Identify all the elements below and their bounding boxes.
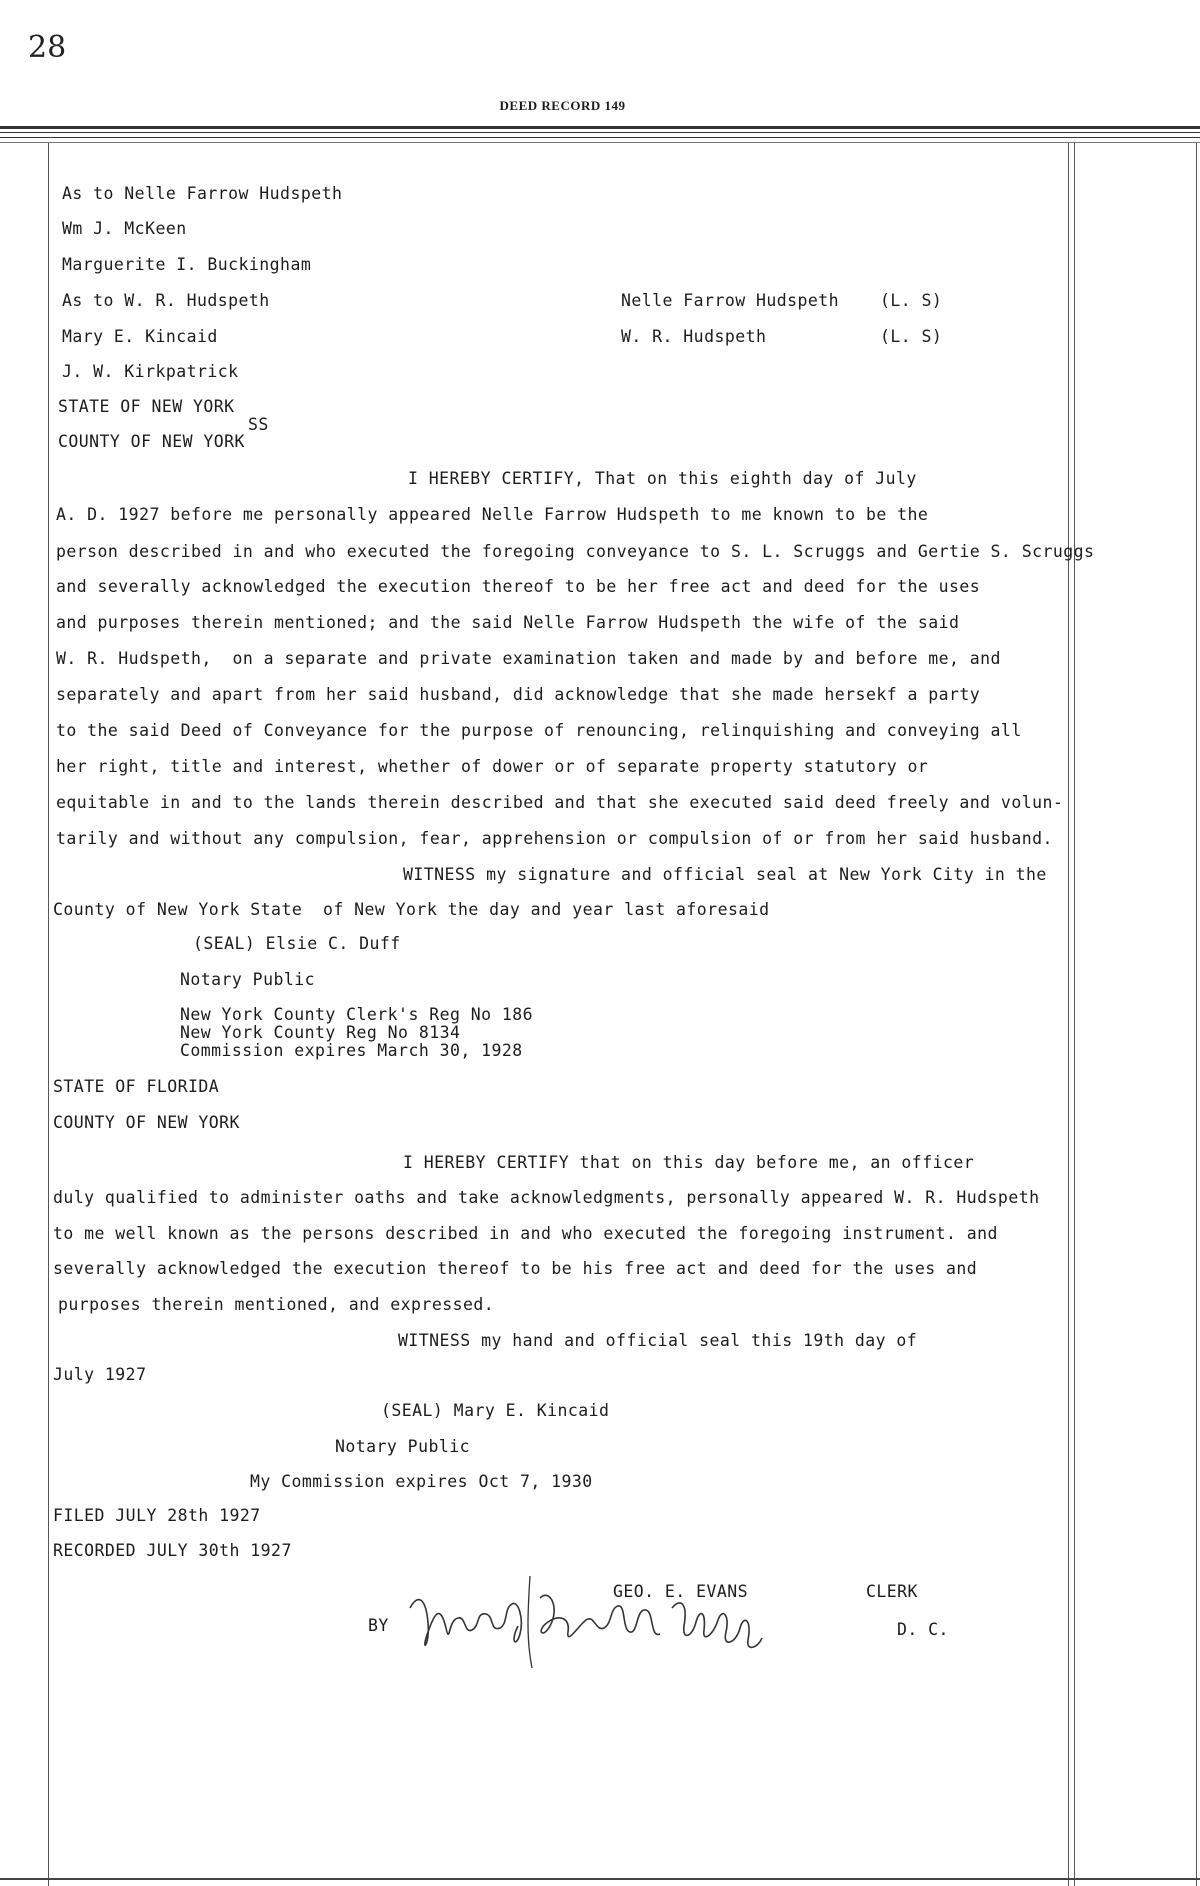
ack2-line: July 1927	[53, 1365, 147, 1384]
ack2-line: purposes therein mentioned, and expressed.	[58, 1295, 495, 1314]
ack1-line: A. D. 1927 before me personally appeared Nelle Farrow Hudspeth to me known to be the	[56, 505, 929, 524]
header-rule	[0, 126, 1200, 129]
header-rule	[0, 132, 1200, 133]
ack1-line: equitable in and to the lands therein described and that she executed said deed freely and volun-	[56, 793, 1064, 812]
grantor-name: W. R. Hudspeth	[621, 327, 767, 346]
notary-commission: My Commission expires Oct 7, 1930	[250, 1472, 593, 1491]
venue-ss: SS	[248, 415, 269, 434]
notary-signature-line: (SEAL) Mary E. Kincaid	[381, 1401, 610, 1420]
ack1-line: separately and apart from her said husband, did acknowledge that she made hersekf a party	[56, 685, 981, 704]
venue-state: STATE OF NEW YORK	[58, 397, 235, 416]
by-label: BY	[368, 1616, 389, 1635]
page-number: 28	[28, 30, 67, 65]
margin-line-right	[1074, 143, 1075, 1886]
grantor-name: Nelle Farrow Hudspeth	[621, 291, 840, 310]
filed-date: FILED JULY 28th 1927	[53, 1506, 261, 1525]
grantor-seal: (L. S)	[880, 327, 943, 346]
margin-line-right	[1068, 143, 1069, 1886]
witness-heading-nelle: As to Nelle Farrow Hudspeth	[62, 184, 343, 203]
notary-title: Notary Public	[335, 1437, 470, 1456]
notary-commission: Commission expires March 30, 1928	[180, 1041, 523, 1060]
ack1-line: W. R. Hudspeth, on a separate and private examination taken and made by and before me, and	[56, 649, 1001, 668]
witness-name: Mary E. Kincaid	[62, 327, 218, 346]
ack2-line: I HEREBY CERTIFY that on this day before me, an officer	[403, 1153, 975, 1172]
margin-line-left	[48, 143, 49, 1886]
witness-name: Marguerite I. Buckingham	[62, 255, 312, 274]
notary-registration: New York County Clerk's Reg No 186	[180, 1005, 534, 1024]
clerk-title: CLERK	[866, 1582, 918, 1601]
deputy-clerk-label: D. C.	[897, 1620, 949, 1639]
deputy-clerk-signature	[400, 1568, 800, 1678]
witness-name: Wm J. McKeen	[62, 219, 187, 238]
venue-state: STATE OF FLORIDA	[53, 1077, 220, 1096]
clerk-name: GEO. E. EVANS	[613, 1582, 748, 1601]
margin-line-edge	[1196, 143, 1197, 1886]
ack1-line: her right, title and interest, whether of dower or of separate property statutory or	[56, 757, 929, 776]
ack1-line: tarily and without any compulsion, fear, apprehension or compulsion of or from her said husband.	[56, 829, 1053, 848]
venue-county: COUNTY OF NEW YORK	[58, 432, 245, 451]
ack1-line: and purposes therein mentioned; and the said Nelle Farrow Hudspeth the wife of the said	[56, 613, 960, 632]
notary-title: Notary Public	[180, 970, 315, 989]
bottom-rule	[0, 1878, 1200, 1880]
ack1-line: person described in and who executed the foregoing conveyance to S. L. Scruggs and Gertie S. Scruggs	[56, 542, 1095, 561]
recorded-date: RECORDED JULY 30th 1927	[53, 1541, 292, 1560]
venue-county: COUNTY OF NEW YORK	[53, 1113, 240, 1132]
ack2-line: duly qualified to administer oaths and take acknowledgments, personally appeared W. R. Hudspeth	[53, 1188, 1040, 1207]
notary-registration: New York County Reg No 8134	[180, 1023, 461, 1042]
ack2-line: WITNESS my hand and official seal this 19th day of	[398, 1331, 918, 1350]
witness-name: J. W. Kirkpatrick	[62, 362, 239, 381]
ack2-line: to me well known as the persons described in and who executed the foregoing instrument. and	[53, 1224, 998, 1243]
witness-heading-wr: As to W. R. Hudspeth	[62, 291, 270, 310]
notary-signature-line: (SEAL) Elsie C. Duff	[193, 934, 401, 953]
ack1-line: County of New York State of New York the day and year last aforesaid	[53, 900, 770, 919]
ack1-line: WITNESS my signature and official seal at New York City in the	[403, 865, 1047, 884]
header-rule	[0, 137, 1200, 138]
ack1-line: and severally acknowledged the execution thereof to be her free act and deed for the uses	[56, 577, 981, 596]
ack2-line: severally acknowledged the execution thereof to be his free act and deed for the uses and	[53, 1259, 978, 1278]
ack1-line: I HEREBY CERTIFY, That on this eighth day of July	[408, 469, 917, 488]
grantor-seal: (L. S)	[880, 291, 943, 310]
header-rule	[0, 142, 1200, 143]
record-header: DEED RECORD 149	[499, 98, 626, 113]
ack1-line: to the said Deed of Conveyance for the purpose of renouncing, relinquishing and conveying all	[56, 721, 1022, 740]
